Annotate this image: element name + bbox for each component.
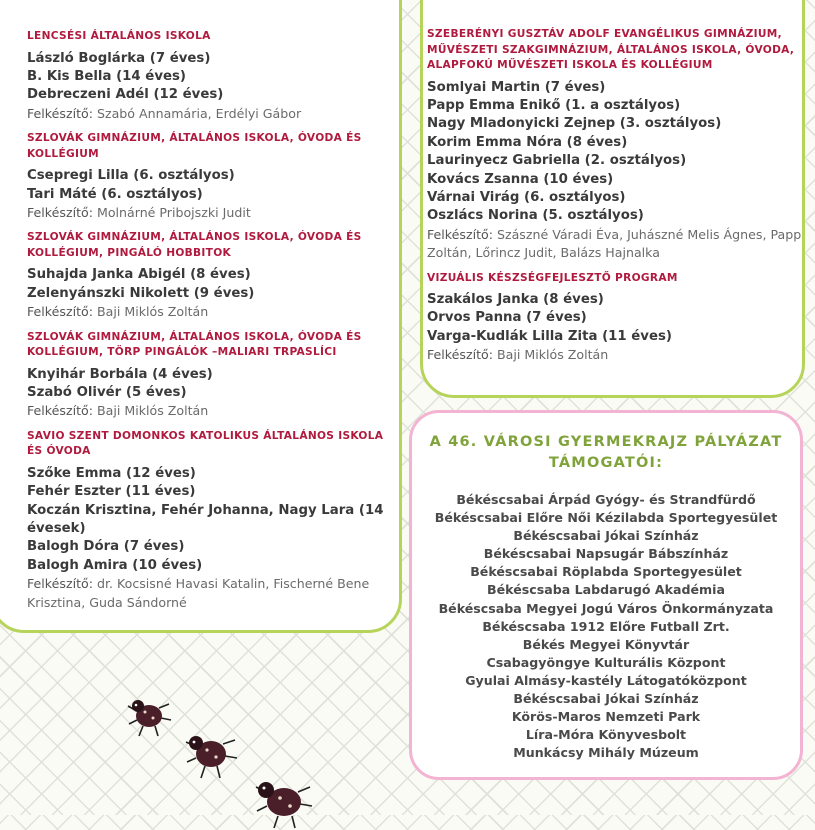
sponsor-list — [409, 491, 803, 762]
teacher-names: Baji Miklós Zoltán — [96, 403, 209, 419]
teacher-line — [427, 226, 807, 263]
beetle-illustration-2 — [183, 724, 241, 782]
child-entry: Tari Máté (6. osztályos) — [27, 186, 203, 202]
teacher-line — [27, 303, 387, 321]
child-entry: Szakálos Janka (8 éves) — [427, 292, 604, 308]
sponsor-item: Békéscsaba Megyei Jogú Város Önkormányzata — [438, 600, 774, 616]
sponsor-item: Munkácsy Mihály Múzeum — [513, 745, 699, 761]
sponsor-item: Békéscsabai Röplabda Sportegyesület — [470, 564, 742, 580]
school-heading: SZLOVÁK GIMNÁZIUM, ÁLTALÁNOS ISKOLA, ÓVODA ÉS KOLLÉGIUM, PINGÁLÓ HOBBITOK — [27, 231, 362, 259]
sponsor-item: Gyulai Almásy-kastély Látogatóközpont — [465, 672, 747, 688]
teacher-label: Felkészítő: — [27, 576, 93, 592]
teacher-line — [27, 575, 387, 612]
child-entry: Balogh Dóra (7 éves) — [27, 539, 185, 555]
school-heading: SAVIO SZENT DOMONKOS KATOLIKUS ÁLTALÁNOS ISKOLA ÉS ÓVODA — [27, 429, 384, 458]
child-entry: Fehér Eszter (11 éves) — [27, 484, 196, 500]
child-entry: Debreczeni Adél (12 éves) — [27, 87, 224, 103]
child-entry: Suhajda Janka Abigél (8 éves) — [27, 267, 251, 283]
school-heading: SZEBERÉNYI GUSZTÁV ADOLF EVANGÉLIKUS GIMNÁZIUM, MŰVÉSZETI SZAKGIMNÁZIUM, ÁLTALÁNOS ISKOLA, ÓVODA, ALAPFOKÚ MŰVÉSZETI ISKOLA ÉS KOLLÉGIUM — [427, 28, 795, 71]
school-group — [27, 131, 387, 222]
sponsor-item: Békéscsaba Labdarugó Akadémia — [487, 582, 725, 598]
school-heading: SZLOVÁK GIMNÁZIUM, ÁLTALÁNOS ISKOLA, ÓVODA ÉS KOLLÉGIUM, TÖRP PINGÁLÓK –MALIARI TRPASLÍCI — [27, 330, 362, 359]
sponsor-item: Békéscsabai Árpád Gyógy- és Strandfürdő — [456, 492, 756, 507]
child-entry: Kovács Zsanna (10 éves) — [427, 171, 614, 187]
teacher-line — [27, 105, 387, 123]
child-entry: Papp Emma Enikő (1. a osztályos) — [427, 97, 681, 113]
sponsor-item: Körös-Maros Nemzeti Park — [511, 709, 701, 725]
child-entry: Somlyai Martin (7 éves) — [427, 79, 606, 95]
child-entry: Szőke Emma (12 éves) — [27, 465, 196, 481]
teacher-line — [27, 402, 387, 420]
teacher-label: Felkészítő: — [27, 204, 93, 220]
child-entry: Laurinyecz Gabriella (2. osztályos) — [427, 153, 687, 169]
child-entry: László Boglárka (7 éves) — [27, 50, 211, 66]
teacher-label: Felkészítő: — [427, 226, 493, 242]
right-column — [427, 27, 807, 373]
beetle-illustration-1 — [125, 690, 175, 740]
teacher-names: Molnárné Pribojszki Judit — [96, 204, 251, 220]
sponsor-item: Líra-Móra Könyvesbolt — [525, 727, 687, 743]
school-group — [27, 330, 387, 421]
teacher-label: Felkészítő: — [27, 105, 93, 121]
child-entry: Oszlács Norina (5. osztályos) — [427, 208, 644, 224]
teacher-names: dr. Kocsisné Havasi Katalin, Fischerné Bene Krisztina, Guda Sándorné — [27, 576, 370, 610]
sponsor-item: Békéscsabai Napsugár Bábszínház — [483, 546, 729, 562]
child-entry: Orvos Panna (7 éves) — [427, 310, 587, 326]
school-group — [27, 230, 387, 321]
sponsor-item: Csabagyöngye Kulturális Központ — [486, 654, 726, 670]
sponsor-item: Békéscsabai Előre Női Kézilabda Sportegyesület — [434, 510, 778, 526]
teacher-label: Felkészítő: — [27, 403, 93, 419]
school-heading: LENCSÉSI ÁLTALÁNOS ISKOLA — [27, 30, 211, 42]
teacher-names: Baji Miklós Zoltán — [496, 347, 609, 363]
teacher-names: Szászné Váradi Éva, Juhászné Melis Ágnes, Papp Zoltán, Lőrincz Judit, Balázs Hajnalka — [427, 226, 802, 261]
child-entry: Nagy Mladonyicki Zejnep (3. osztályos) — [427, 116, 722, 132]
teacher-names: Baji Miklós Zoltán — [96, 304, 209, 320]
child-entry: Zelenyánszki Nikolett (9 éves) — [27, 285, 255, 301]
sponsor-title: A 46. VÁROSI GYERMEKRAJZ PÁLYÁZAT TÁMOGATÓI: — [429, 434, 783, 471]
child-entry: Korim Emma Nóra (8 éves) — [427, 134, 628, 150]
school-heading: SZLOVÁK GIMNÁZIUM, ÁLTALÁNOS ISKOLA, ÓVODA ÉS KOLLÉGIUM — [27, 132, 362, 160]
sponsor-item: Békéscsaba 1912 Előre Futball Zrt. — [482, 618, 730, 634]
school-group — [27, 429, 387, 612]
child-entry: Varga-Kudlák Lilla Zita (11 éves) — [427, 328, 672, 344]
teacher-label: Felkészítő: — [427, 347, 493, 363]
child-entry: Várnai Virág (6. osztályos) — [427, 189, 626, 205]
school-group — [427, 27, 807, 263]
child-entry: B. Kis Bella (14 éves) — [27, 68, 186, 84]
teacher-label: Felkészítő: — [27, 304, 93, 320]
child-entry: Balogh Amira (10 éves) — [27, 557, 203, 573]
sponsor-item: Békéscsabai Jókai Színház — [513, 528, 699, 544]
teacher-line — [27, 204, 387, 222]
school-group — [427, 271, 807, 365]
left-column — [27, 29, 387, 620]
child-entry: Szabó Olivér (5 éves) — [27, 384, 187, 400]
child-entry: Knyihár Borbála (4 éves) — [27, 366, 213, 382]
child-entry: Csepregi Lilla (6. osztályos) — [27, 168, 235, 184]
child-entry: Koczán Krisztina, Fehér Johanna, Nagy Lara (14 évesek) — [27, 502, 384, 536]
teacher-line — [427, 346, 807, 364]
sponsor-item: Békéscsabai Jókai Színház — [513, 691, 699, 707]
beetle-illustration-3 — [252, 770, 318, 830]
school-group — [27, 29, 387, 123]
sponsor-item: Békés Megyei Könyvtár — [522, 636, 690, 652]
school-heading: VIZUÁLIS KÉSZSÉGFEJLESZTŐ PROGRAM — [427, 271, 678, 284]
teacher-names: Szabó Annamária, Erdélyi Gábor — [96, 105, 302, 121]
